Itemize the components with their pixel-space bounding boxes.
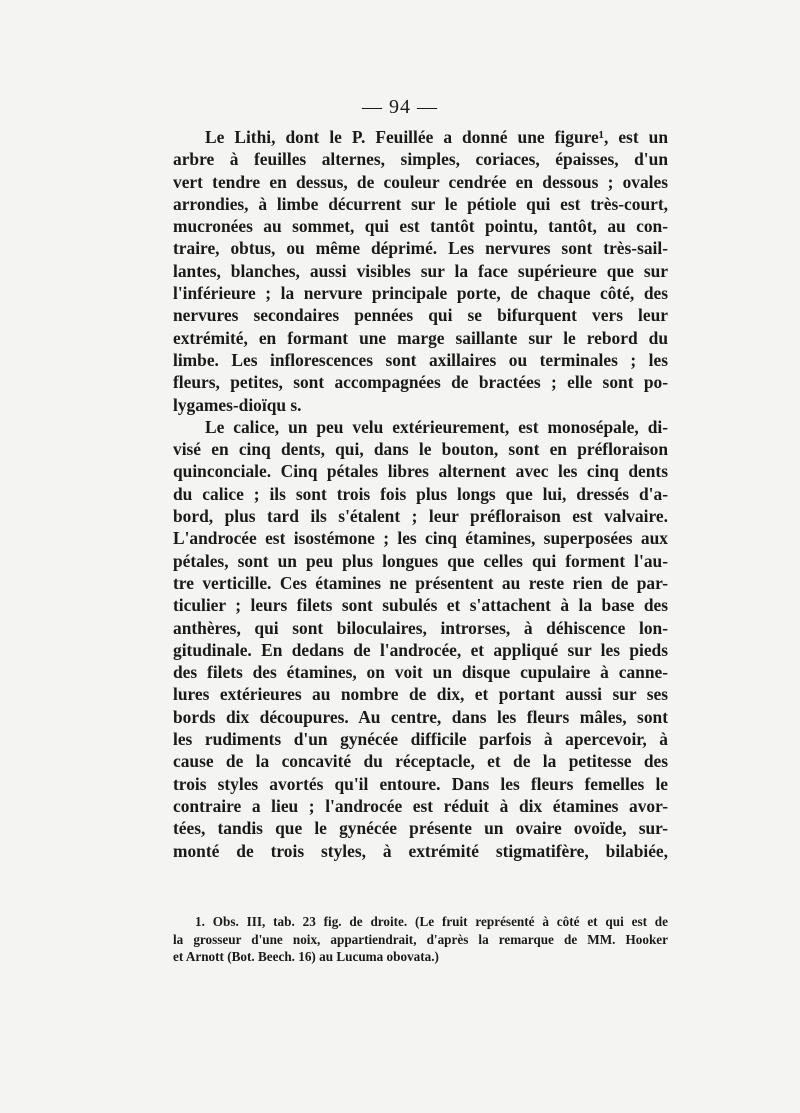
- text-line: les rudiments d'un gynécée difficile parfois à apercevoir, à: [173, 729, 668, 750]
- text-line: extrémité, en formant une marge saillante sur le rebord du: [173, 327, 668, 348]
- text-line: l'inférieure ; la nervure principale porte, de chaque côté, des: [173, 283, 668, 304]
- text-line: monté de trois styles, à extrémité stigmatifère, bilabiée,: [173, 840, 668, 861]
- text-line: lygames-dioïqu s.: [173, 394, 302, 415]
- footnote: [173, 913, 668, 966]
- text-line: limbe. Les inflorescences sont axillaires ou terminales ; les: [173, 349, 668, 370]
- body-text: [173, 126, 668, 862]
- text-line: gitudinale. En dedans de l'androcée, et appliqué sur les pieds: [173, 639, 668, 660]
- text-line: anthères, qui sont biloculaires, introrses, à déhiscence lon-: [173, 617, 668, 638]
- text-line: quinconciale. Cinq pétales libres alternent avec les cinq dents: [173, 461, 668, 482]
- text-line: bord, plus tard ils s'étalent ; leur préfloraison est valvaire.: [173, 506, 668, 527]
- text-line: bords dix découpures. Au centre, dans les fleurs mâles, sont: [173, 706, 668, 727]
- text-line: tre verticille. Ces étamines ne présentent au reste rien de par-: [173, 572, 668, 593]
- footnote-line: la grosseur d'une noix, appartiendrait, d'après la remarque de MM. Hooker: [173, 931, 668, 947]
- text-line: des filets des étamines, on voit un disque cupulaire à canne-: [173, 662, 668, 683]
- text-line: contraire a lieu ; l'androcée est réduit à dix étamines avor-: [173, 795, 668, 816]
- text-line: lantes, blanches, aussi visibles sur la face supérieure que sur: [173, 260, 668, 281]
- text-line: nervures secondaires pennées qui se bifurquent vers leur: [173, 305, 668, 326]
- text-line: ticulier ; leurs filets sont subulés et s'attachent à la base des: [173, 595, 668, 616]
- footnote-line: et Arnott (Bot. Beech. 16) au Lucuma obovata.): [173, 949, 439, 964]
- footnote-line: 1. Obs. III, tab. 23 fig. de droite. (Le fruit représenté à côté et qui est de: [195, 914, 668, 929]
- text-line: L'androcée est isostémone ; les cinq étamines, superposées aux: [173, 528, 668, 549]
- text-line: tées, tandis que le gynécée présente un ovaire ovoïde, sur-: [173, 818, 668, 839]
- text-line: visé en cinq dents, qui, dans le bouton, sont en préfloraison: [173, 439, 668, 460]
- text-line: Le calice, un peu velu extérieurement, est monosépale, di-: [205, 416, 668, 437]
- text-line: fleurs, petites, sont accompagnées de bractées ; elle sont po-: [173, 372, 668, 393]
- text-line: arrondies, à limbe décurrent sur le pétiole qui est très-court,: [173, 193, 668, 214]
- text-line: Le Lithi, dont le P. Feuillée a donné une figure¹, est un: [205, 127, 668, 147]
- text-line: mucronées au sommet, qui est tantôt pointu, tantôt, au con-: [173, 216, 668, 237]
- text-line: arbre à feuilles alternes, simples, coriaces, épaisses, d'un: [173, 149, 668, 170]
- text-line: trois styles avortés qu'il entoure. Dans les fleurs femelles le: [173, 773, 668, 794]
- text-line: cause de la concavité du réceptacle, et de la petitesse des: [173, 751, 668, 772]
- page-number: — 94 —: [362, 96, 438, 118]
- text-line: vert tendre en dessus, de couleur cendrée en dessous ; ovales: [173, 171, 668, 192]
- text-line: pétales, sont un peu plus longues que celles qui forment l'au-: [173, 550, 668, 571]
- text-line: du calice ; ils sont trois fois plus longs que lui, dressés d'a-: [173, 483, 668, 504]
- text-line: lures extérieures au nombre de dix, et portant aussi sur ses: [173, 684, 668, 705]
- text-line: traire, obtus, ou même déprimé. Les nervures sont très-sail-: [173, 238, 668, 259]
